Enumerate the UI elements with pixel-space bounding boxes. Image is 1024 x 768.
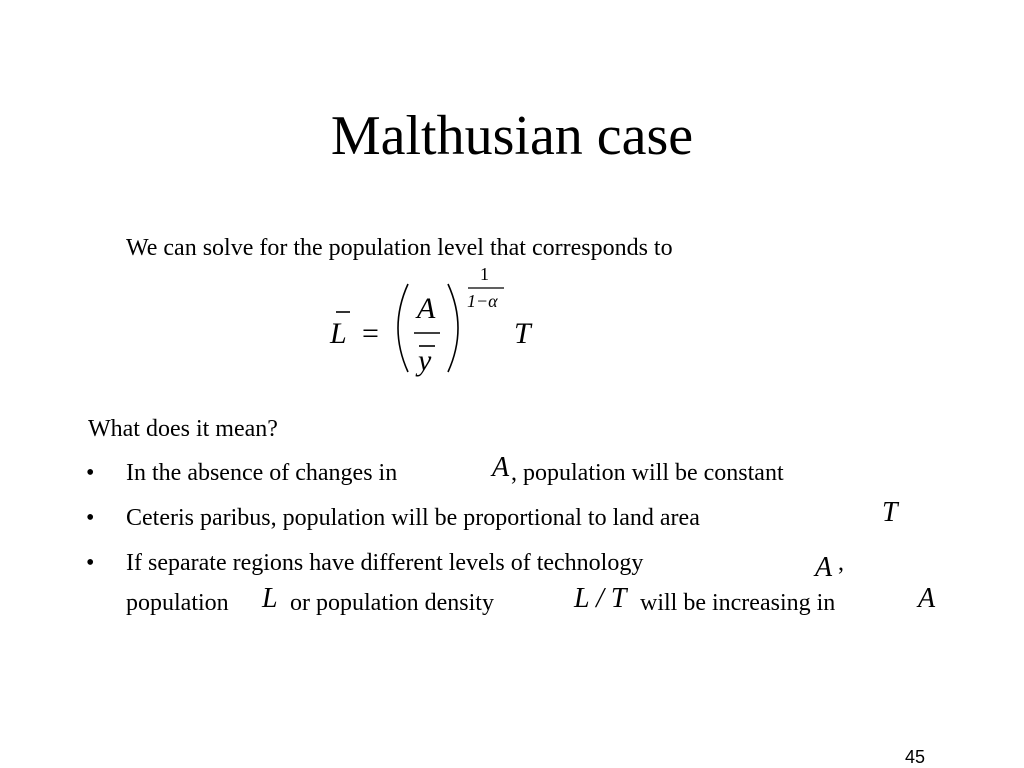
question-text: What does it mean? — [88, 416, 278, 442]
bullet-3-line2-c: will be increasing in — [640, 590, 836, 616]
eq-denominator: y — [418, 344, 432, 377]
exp-denominator: 1−α — [467, 291, 498, 311]
bullet-3-symbol-l: L — [262, 583, 278, 614]
bullet-3-symbol-density: L / T — [574, 583, 627, 614]
bullet-1-symbol: A — [492, 452, 510, 483]
bullet-2-text: Ceteris paribus, population will be proportional to land area — [126, 505, 700, 531]
population-equation — [300, 260, 560, 390]
intro-text: We can solve for the population level that corresponds to — [126, 235, 673, 261]
eq-numerator: A — [417, 292, 436, 325]
bullet-marker: • — [86, 550, 95, 576]
bullet-marker: • — [86, 460, 95, 486]
bullet-2-symbol: T — [882, 497, 898, 528]
bullet-1-text-before: In the absence of changes in — [126, 460, 398, 486]
bullet-3-line1-comma: , — [838, 550, 844, 576]
bullet-1-text-after: , population will be constant — [511, 460, 784, 486]
left-paren — [398, 284, 408, 372]
eq-rhs: T — [514, 317, 531, 350]
bullet-3-line1: If separate regions have different levels of technology — [126, 550, 644, 576]
slide-title: Malthusian case — [330, 105, 694, 167]
bullet-3-symbol-a: A — [815, 552, 833, 583]
bullet-3-line2-b: or population density — [290, 590, 494, 616]
page-number: 45 — [905, 747, 926, 767]
right-paren — [448, 284, 458, 372]
eq-lhs: L — [330, 317, 347, 350]
eq-equals: = — [362, 317, 379, 350]
bullet-3-symbol-a2: A — [918, 583, 936, 614]
bullet-3-line2-a: population — [126, 590, 229, 616]
exp-numerator: 1 — [480, 264, 489, 284]
bullet-marker: • — [86, 505, 95, 531]
